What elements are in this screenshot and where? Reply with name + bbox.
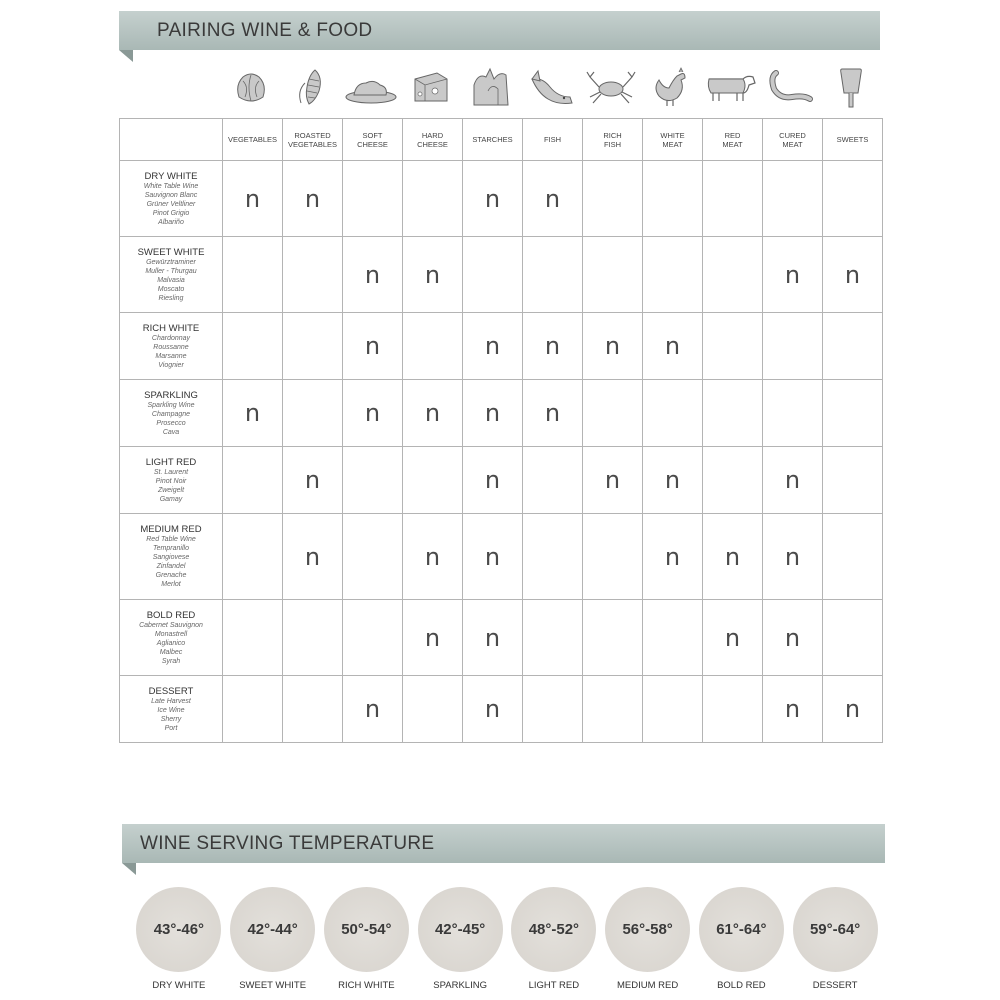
empty-cell	[583, 514, 643, 600]
empty-cell	[643, 237, 703, 313]
pairing-mark: n	[583, 313, 643, 380]
column-header-line: RED	[724, 130, 741, 140]
empty-cell	[343, 447, 403, 514]
food-icons-row	[221, 62, 882, 112]
column-header-line: ROASTED	[294, 130, 331, 140]
empty-cell	[523, 447, 583, 514]
column-header-line: CHEESE	[417, 139, 448, 149]
wine-name: DESSERT	[148, 685, 194, 697]
pairing-banner	[119, 11, 880, 50]
grape-variety: Ice Wine	[157, 706, 185, 714]
empty-cell	[403, 313, 463, 380]
pairing-mark: n	[403, 237, 463, 313]
column-header	[763, 119, 823, 161]
table-row	[120, 447, 883, 514]
pairing-mark: n	[523, 313, 583, 380]
empty-cell	[523, 237, 583, 313]
column-header-line: WHITE	[660, 130, 685, 140]
wine-name: MEDIUM RED	[140, 524, 202, 535]
temperature-item	[601, 887, 695, 997]
pairing-mark: n	[343, 676, 403, 743]
empty-cell	[643, 161, 703, 237]
temperature-label: MEDIUM RED	[617, 980, 679, 991]
column-header-line: FISH	[603, 139, 622, 149]
table-header-row	[120, 119, 883, 161]
grape-variety: Syrah	[161, 657, 181, 665]
column-header-line: MEAT	[662, 139, 683, 149]
cow-icon	[701, 62, 761, 112]
table-row	[120, 676, 883, 743]
pairing-mark: n	[763, 600, 823, 676]
column-header-line: CHEESE	[357, 139, 388, 149]
empty-cell	[343, 600, 403, 676]
pairing-mark: n	[763, 447, 823, 514]
pairing-mark: n	[343, 380, 403, 447]
empty-cell	[403, 447, 463, 514]
empty-cell	[223, 514, 283, 600]
column-header-line: MEAT	[782, 139, 803, 149]
wine-cell	[120, 237, 223, 313]
grape-variety: Cabernet Sauvignon	[139, 621, 203, 629]
pairing-mark: n	[463, 161, 523, 237]
pairing-mark: n	[643, 514, 703, 600]
grape-variety: Sauvignon Blanc	[144, 191, 198, 199]
column-header-line: STARCHES	[472, 135, 513, 144]
empty-cell	[763, 313, 823, 380]
empty-cell	[583, 600, 643, 676]
empty-cell	[403, 161, 463, 237]
grape-variety: Monastrell	[154, 630, 188, 638]
pairing-mark: n	[523, 380, 583, 447]
grape-variety: Sherry	[160, 715, 182, 723]
wine-cell	[120, 676, 223, 743]
grape-variety: Pinot Grigio	[152, 209, 190, 217]
pairing-mark: n	[763, 514, 823, 600]
empty-cell	[283, 237, 343, 313]
temperature-banner	[122, 824, 885, 863]
temperature-label: SWEET WHITE	[239, 980, 307, 991]
temperature-circle: 56°-58°	[605, 887, 690, 972]
pairing-mark: n	[763, 237, 823, 313]
empty-cell	[703, 237, 763, 313]
pairing-mark: n	[463, 514, 523, 600]
grape-variety: Champagne	[151, 410, 191, 418]
table-row	[120, 600, 883, 676]
wine-name: SWEET WHITE	[137, 246, 205, 258]
grape-variety: Sparkling Wine	[147, 401, 195, 409]
temperature-circle: 59°-64°	[793, 887, 878, 972]
empty-cell	[703, 676, 763, 743]
empty-cell	[223, 237, 283, 313]
empty-cell	[583, 676, 643, 743]
column-header-line: HARD	[421, 130, 444, 140]
pairing-mark: n	[283, 447, 343, 514]
temperature-label: RICH WHITE	[338, 980, 395, 991]
pairing-mark: n	[403, 514, 463, 600]
empty-cell	[283, 313, 343, 380]
crab-icon	[581, 62, 641, 112]
pairing-mark: n	[583, 447, 643, 514]
pairing-mark: n	[283, 514, 343, 600]
temperature-item	[788, 887, 882, 997]
pairing-title: PAIRING WINE & FOOD	[157, 19, 373, 41]
column-header-line: VEGETABLES	[227, 135, 278, 144]
empty-cell	[583, 237, 643, 313]
pairing-mark: n	[283, 161, 343, 237]
column-header	[403, 119, 463, 161]
empty-cell	[223, 676, 283, 743]
wine-name: LIGHT RED	[145, 456, 197, 468]
pairing-mark: n	[463, 380, 523, 447]
table-row	[120, 161, 883, 237]
grape-variety: Pinot Noir	[155, 477, 187, 485]
grape-variety: White Table Wine	[143, 182, 199, 190]
wine-cell	[120, 161, 223, 237]
table-row	[120, 514, 883, 600]
pairing-mark: n	[403, 600, 463, 676]
temperature-circle: 48°-52°	[511, 887, 596, 972]
column-header	[343, 119, 403, 161]
grape-variety: Moscato	[157, 285, 185, 293]
grape-variety: Cava	[162, 428, 180, 436]
pairing-mark: n	[403, 380, 463, 447]
pairing-mark: n	[823, 676, 883, 743]
empty-cell	[223, 447, 283, 514]
column-header	[223, 119, 283, 161]
pairing-mark: n	[763, 676, 823, 743]
table-row	[120, 380, 883, 447]
empty-cell	[403, 676, 463, 743]
pairing-mark: n	[463, 676, 523, 743]
grape-variety: Sangiovese	[152, 554, 190, 561]
empty-cell	[763, 380, 823, 447]
pairing-mark: n	[463, 313, 523, 380]
grape-variety: Malbec	[159, 648, 183, 656]
pairing-mark: n	[823, 237, 883, 313]
temperature-row	[132, 887, 882, 997]
wine-name: BOLD RED	[146, 609, 196, 621]
empty-cell	[703, 447, 763, 514]
empty-cell	[643, 600, 703, 676]
column-header	[283, 119, 343, 161]
column-header-line: VEGETABLES	[287, 139, 338, 149]
bread-icon	[461, 62, 521, 112]
grape-variety: Albariño	[158, 218, 184, 226]
temperature-item	[695, 887, 789, 997]
temperature-item	[226, 887, 320, 997]
grape-variety: Malvasia	[157, 276, 185, 284]
pairing-mark: n	[703, 600, 763, 676]
grape-variety: Marsanne	[155, 352, 187, 360]
grape-variety: Red Table Wine	[146, 536, 196, 543]
empty-cell	[583, 161, 643, 237]
empty-cell	[283, 676, 343, 743]
temperature-circle: 42°-44°	[230, 887, 315, 972]
column-header	[463, 119, 523, 161]
empty-cell	[703, 380, 763, 447]
column-header-line: SOFT	[362, 130, 383, 140]
empty-cell	[343, 161, 403, 237]
empty-cell	[283, 380, 343, 447]
lettuce-icon	[221, 62, 281, 112]
empty-cell	[523, 514, 583, 600]
pairing-mark: n	[223, 380, 283, 447]
grape-variety: Grenache	[155, 572, 187, 579]
hard-cheese-icon	[401, 62, 461, 112]
grape-variety: Tempranillo	[153, 545, 189, 552]
column-header	[823, 119, 883, 161]
column-header-line: CURED	[779, 130, 806, 140]
empty-cell	[523, 676, 583, 743]
sausage-icon	[761, 62, 821, 112]
empty-cell	[283, 600, 343, 676]
empty-cell	[823, 447, 883, 514]
column-header-line: MEAT	[722, 139, 743, 149]
temperature-label: LIGHT RED	[528, 980, 580, 991]
empty-cell	[583, 380, 643, 447]
pairing-table	[119, 118, 883, 743]
wine-cell	[120, 447, 223, 514]
column-header-line: SWEETS	[836, 135, 869, 144]
pairing-mark: n	[643, 447, 703, 514]
empty-cell	[823, 514, 883, 600]
temperature-item	[413, 887, 507, 997]
wine-name: DRY WHITE	[144, 170, 198, 182]
empty-cell	[823, 380, 883, 447]
temperature-circle: 50°-54°	[324, 887, 409, 972]
temperature-banner-fold	[122, 863, 136, 875]
grape-variety: Merlot	[161, 581, 181, 588]
empty-cell	[823, 161, 883, 237]
temperature-circle: 43°-46°	[136, 887, 221, 972]
empty-cell	[343, 514, 403, 600]
column-header	[583, 119, 643, 161]
temperature-label: DRY WHITE	[152, 980, 206, 991]
empty-cell	[823, 600, 883, 676]
empty-cell	[523, 600, 583, 676]
empty-cell	[703, 313, 763, 380]
grape-variety: St. Laurent	[153, 468, 189, 476]
empty-cell	[643, 380, 703, 447]
fish-icon	[521, 62, 581, 112]
table-row	[120, 237, 883, 313]
column-header	[703, 119, 763, 161]
pairing-banner-fold	[119, 50, 133, 62]
pairing-mark: n	[463, 447, 523, 514]
empty-cell	[463, 237, 523, 313]
grape-variety: Prosecco	[156, 419, 186, 427]
temperature-title: WINE SERVING TEMPERATURE	[140, 832, 435, 854]
grape-variety: Roussanne	[153, 343, 189, 351]
pairing-mark: n	[223, 161, 283, 237]
grape-variety: Chardonnay	[151, 334, 191, 342]
empty-cell	[823, 313, 883, 380]
grape-variety: Port	[164, 724, 178, 732]
column-header-line: FISH	[543, 135, 562, 144]
empty-cell	[703, 161, 763, 237]
column-header-line: RICH	[603, 130, 622, 140]
temperature-item	[132, 887, 226, 997]
temperature-item	[507, 887, 601, 997]
ice-cream-icon	[821, 62, 881, 112]
table-row	[120, 313, 883, 380]
temperature-label: BOLD RED	[717, 980, 766, 991]
grape-variety: Zinfandel	[156, 563, 186, 570]
grape-variety: Viognier	[158, 361, 184, 369]
wine-cell	[120, 380, 223, 447]
wine-cell	[120, 514, 223, 600]
rooster-icon	[641, 62, 701, 112]
wine-cell	[120, 600, 223, 676]
pairing-mark: n	[343, 313, 403, 380]
wine-name: RICH WHITE	[142, 322, 200, 334]
empty-cell	[643, 676, 703, 743]
grape-variety: Aglianico	[156, 639, 186, 647]
table-corner	[120, 119, 223, 161]
grape-variety: Late Harvest	[151, 697, 191, 705]
brie-icon	[341, 62, 401, 112]
empty-cell	[223, 313, 283, 380]
grape-variety: Gewürztraminer	[146, 258, 196, 266]
grape-variety: Riesling	[158, 294, 184, 302]
empty-cell	[223, 600, 283, 676]
temperature-label: DESSERT	[812, 980, 858, 991]
wine-name: SPARKLING	[144, 389, 198, 401]
temperature-label: SPARKLING	[433, 980, 487, 991]
column-header	[643, 119, 703, 161]
wine-cell	[120, 313, 223, 380]
pairing-mark: n	[643, 313, 703, 380]
pairing-mark: n	[463, 600, 523, 676]
grape-variety: Gamay	[159, 495, 183, 503]
temperature-item	[320, 887, 414, 997]
column-header	[523, 119, 583, 161]
grape-variety: Grüner Veltliner	[146, 200, 196, 208]
grape-variety: Muller - Thurgau	[145, 267, 197, 275]
corn-icon	[281, 62, 341, 112]
temperature-circle: 42°-45°	[418, 887, 503, 972]
grape-variety: Zweigelt	[157, 486, 185, 494]
pairing-mark: n	[523, 161, 583, 237]
temperature-circle: 61°-64°	[699, 887, 784, 972]
empty-cell	[763, 161, 823, 237]
pairing-mark: n	[343, 237, 403, 313]
pairing-mark: n	[703, 514, 763, 600]
